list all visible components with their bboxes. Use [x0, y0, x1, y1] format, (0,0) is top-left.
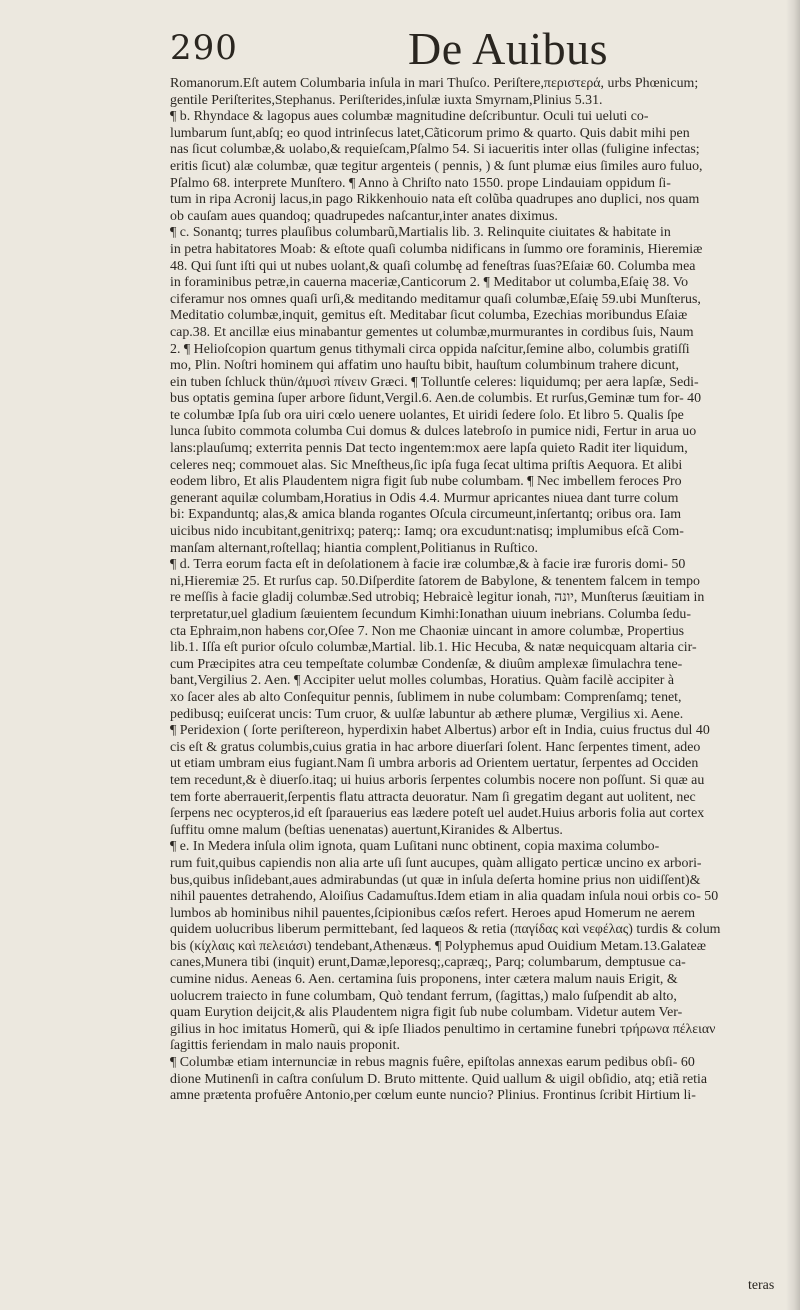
text-line: te columbæ Ipſa ſub ora uiri cœlo uenere uolantes, Et uiridi ſedere ſolo. Et libro 5. Qualis ſpe: [170, 407, 684, 423]
text-line: ¶ Columbæ etiam internunciæ in rebus magnis fuêre, epiſtolas annexas earum pedibus obſi- 60: [170, 1055, 695, 1071]
text-line: 48. Qui ſunt iſti qui ut nubes uolant,& quaſi columbę ad feneſtras ſuas?Eſaiæ 60. Columba mea: [170, 258, 696, 274]
text-line: 2. ¶ Helioſcopion quartum genus tithymali circa oppida naſcitur,ſemine albo, columbis gratiſſi: [170, 341, 690, 357]
text-line: Romanorum.Eſt autem Columbaria inſula in mari Thuſco. Periſtere,περιστερά, urbs Phœnicum;: [170, 76, 699, 91]
text-line: ut etiam umbram eius fugiant.Nam ſi umbra arboris ad Orientem uertatur, ſerpentes ad Occiden: [170, 756, 699, 772]
text-line: bant,Vergilius 2. Aen. ¶ Accipiter uelut molles columbas, Horatius. Quàm facilè accipiter à: [170, 673, 675, 689]
text-line: lib.1. Iſſa eſt purior oſculo columbæ,Martial. lib.1. Hic Hecuba, & natæ nequicquam altaria cir-: [170, 640, 697, 656]
text-line: tem forte aberrauerit,ſerpentis flatu attracta deuoratur. Nam ſi gregatim degant aut uolitent, nec: [170, 789, 696, 805]
text-line: ſagittis feriendam in malo nauis proponit.: [170, 1038, 400, 1054]
text-line: cap.38. Et ancillæ eius minabantur gementes ut columbæ,murmurantes in cordibus ſuis, Naum: [170, 324, 694, 340]
text-line: Pſalmo 68. interprete Munſtero. ¶ Anno à Chriſto nato 1550. prope Lindauiam oppidum ſi-: [170, 175, 671, 191]
text-line: rum fuit,quibus capiendis non alia arte uſi ſunt aucupes, quàm alligato perticæ uncino ex arbori-: [170, 855, 702, 871]
text-line: ciferamur nos omnes quaſi urſi,& meditando meditamur quaſi columbæ,Eſaię 59.ubi Munſterus,: [170, 291, 701, 307]
text-line: canes,Munera tibi (inquit) erunt,Damæ,leporesq;,capræq;, Parq; columbarum, demptusue ca-: [170, 955, 686, 971]
text-line: re meſſis à facie gladij columbæ.Sed utrobiq; Hebraicè legitur ionah, יונה, Munſterus ſæuitiam in: [170, 590, 705, 606]
text-line: cum Præcipites atra ceu tempeſtate columbæ Condenſæ, & diuûm amplexæ ſimulachra tene-: [170, 656, 683, 672]
text-line: bus optatis gemina ſuper arbore ſidunt,Vergil.6. Aen.de columbis. Et rurſus,Geminæ tum for- 40: [170, 391, 702, 407]
text-line: lumbarum ſunt,abſq; eo quod intrinſecus latet,Cãticorum primo & quarto. Quis dabit mihi pen: [170, 125, 690, 141]
text-line: lumbos ab hominibus nihil pauentes,ſcipionibus cæſos refert. Heroes apud Homerum ne aerem: [170, 905, 696, 921]
text-line: ſuffitu omne malum (beſtias uenenatas) auertunt,Kiranides & Albertus.: [170, 822, 563, 838]
text-line: amne prætenta profuêre Antonio,per cœlum eunte nuncio? Plinius. Frontinus ſcribit Hirtium li-: [170, 1088, 696, 1104]
text-line: tem recedunt,& è diuerſo.itaq; ui huius arboris ſerpentes columbis nocere non poſſunt. Si quæ au: [170, 772, 705, 788]
text-line: lunca ſubito commota columba Cui domus & dulces latebroſo in pumice nidi, Fertur in arua uo: [170, 424, 697, 440]
text-line: xo ſacer ales ab alto Conſequitur pennis, ſublimem in nube columbam: Comprenſamq; tenet,: [170, 689, 682, 705]
text-line: in petra habitatores Moab: & eſtote quaſi columba nidificans in ſummo ore foraminis, Hieremiæ: [170, 241, 703, 257]
text-line: gilius in hoc imitatus Homerũ, qui & ipſe Iliados penultimo in certamine funebri τρήρωνα πέλειαν: [170, 1021, 716, 1037]
running-head: De Auibus: [408, 23, 608, 74]
text-line: nihil pauentes detrahendo, Aloiſius Cadamuſtus.Idem etiam in alia quadam inſula noui orbis co- 50: [170, 889, 719, 905]
text-line: uicibus nido incubitant,genitrixq; paterq;: Iamq; ora excudunt:natisq; implumibus eſcã Com-: [170, 524, 684, 540]
text-line: ¶ e. In Medera inſula olim ignota, quam Luſitani nunc obtinent, copia maxima columbo-: [170, 839, 660, 855]
catchword: teras: [748, 1278, 775, 1293]
text-line: cis eſt & gratus columbis,cuius gratia in hac arbore diuerſari ſolent. Hanc ſerpentes timent, adeo: [170, 739, 701, 755]
text-line: eritis ſicut) alæ columbæ, quæ tegitur argenteis ( pennis, ) & ſunt plumæ eius ſimiles auro fuluo,: [170, 158, 703, 174]
body-text: [170, 76, 780, 1105]
text-line: manſam alternant,roſtellaq; hiantia complent,Politianus in Ruſtico.: [170, 540, 539, 556]
text-line: cumine nidus. Aeneas 6. Aen. certamina ſuis proponens, inter cætera malum nauis Erigit, &: [170, 972, 678, 988]
text-line: uolucrem traiecto in fune columbam, Quò tendant ferrum, (ſagittas,) malo ſuſpendit ab alto,: [170, 988, 677, 1004]
text-line: ni,Hieremiæ 25. Et rurſus cap. 50.Diſperdite ſatorem de Babylone, & tenentem falcem in tempo: [170, 573, 701, 589]
text-line: nas ſicut columbæ,& uolabo,& requieſcam,Pſalmo 54. Si iacueritis inter ollas (fuligine infectas;: [170, 142, 700, 158]
text-line: bus,quibus inſidebant,aues admirabundas (ut quæ in inſula deſerta homine prius non uidiſſent)&: [170, 872, 701, 888]
page-header: [170, 22, 770, 74]
text-line: mo, Plin. Noſtri hominem qui affatim uno hauſtu bibit, hauſtum columbinum trahere dicunt,: [170, 358, 679, 374]
text-line: ¶ c. Sonantq; turres plauſibus columbarũ,Martialis lib. 3. Relinquite ciuitates & habitate in: [170, 225, 671, 241]
text-line: quidem uolucribus liberum permittebant, ſed laqueos & retia (παγίδας καὶ νεφέλας) turdis & colum: [170, 922, 721, 938]
text-line: in foraminibus petræ,in cauerna maceriæ,Canticorum 2. ¶ Meditabor ut columba,Eſaię 38. Vo: [170, 275, 689, 291]
text-line: quam Eurytion deijcit,& alis Plaudentem nigra figit ſub nube columbam. Videtur autem Ver-: [170, 1005, 683, 1021]
text-line: pedibusq; euiſcerat uncis: Tum cruor, & uulſæ labuntur ab æthere plumæ, Vergilius xi. Aene.: [170, 706, 684, 722]
page-edge-shadow: [786, 0, 800, 1310]
text-line: lans:plauſumq; exterrita pennis Dat tecto ingentem:mox aere lapſa quieto Radit iter liquidum,: [170, 441, 688, 457]
text-line: ¶ b. Rhyndace & lagopus aues columbæ magnitudine deſcribuntur. Oculi tui ueluti co-: [170, 109, 649, 125]
text-line: bis (κίχλαις καὶ πελειάσι) tendebant,Athenæus. ¶ Polyphemus apud Ouidium Metam.13.Galateæ: [170, 938, 706, 954]
text-line: dione Mutinenſi in caſtra conſulum D. Bruto mittente. Quid uallum & uigil obſidio, atq; etiã retia: [170, 1071, 708, 1087]
text-line: eodem libro, Et alis Plaudentem nigra figit ſub nube columbam. ¶ Nec imbellem feroces Pro: [170, 474, 682, 490]
text-line: bi: Expanduntq; alas,& amica blanda rogantes Oſcula circumeunt,inſertantq; oribus ora. Iam: [170, 507, 682, 523]
text-line: ein tuben ſchluck thün/ἀμυσὶ πίνειν Græci. ¶ Tolluntſe celeres: liquidumq; per aera lapſæ, Sedi-: [170, 374, 699, 390]
text-line: cta Ephraim,non habens cor,Oſee 7. Non me Chaoniæ uincant in amore columbæ, Propertius: [170, 623, 685, 639]
text-line: celeres neq; commouet alas. Sic Mneſtheus,ſic ipſa fuga ſecat ultima priſtis Aequora. Et alibi: [170, 457, 683, 473]
text-line: ob cauſam aues quandoq; quadrupedes naſcantur,inter anates diximus.: [170, 208, 558, 224]
text-line: terpretatur,uel gladium ſæuientem ſecundum Kimhi:Ionathan uiuum inebrians. Columba ſedu-: [170, 607, 691, 622]
text-line: ¶ Peridexion ( ſorte periſtereon, hyperdixin habet Albertus) arbor eſt in India, cuius fructus dul 40: [170, 723, 710, 739]
text-line: gentile Periſterites,Stephanus. Periſterides,inſulæ iuxta Smyrnam,Plinius 5.31.: [170, 92, 603, 108]
text-line: tum in ripa Acronij lacus,in pago Rikkenhouio nata eſt colũba quadrupes ano duplici, nos quam: [170, 192, 700, 208]
page-number: 290: [170, 28, 238, 68]
text-line: generant aquilæ columbam,Horatius in Odis 4.4. Murmur apricantes niuea dant turre colum: [170, 490, 679, 506]
text-line: ¶ d. Terra eorum facta eſt in deſolationem à facie iræ columbæ,& à facie iræ furoris domi- 50: [170, 557, 686, 573]
text-line: ſerpens nec ocypteros,id eſt ſparauerius eas lædere poteſt uel audet.Huius arboris folia aut cortex: [170, 806, 705, 822]
text-line: Meditatio columbæ,inquit, gemitus eſt. Meditabar ſicut columba, Ezechias moribundus Eſaiæ: [170, 308, 688, 324]
